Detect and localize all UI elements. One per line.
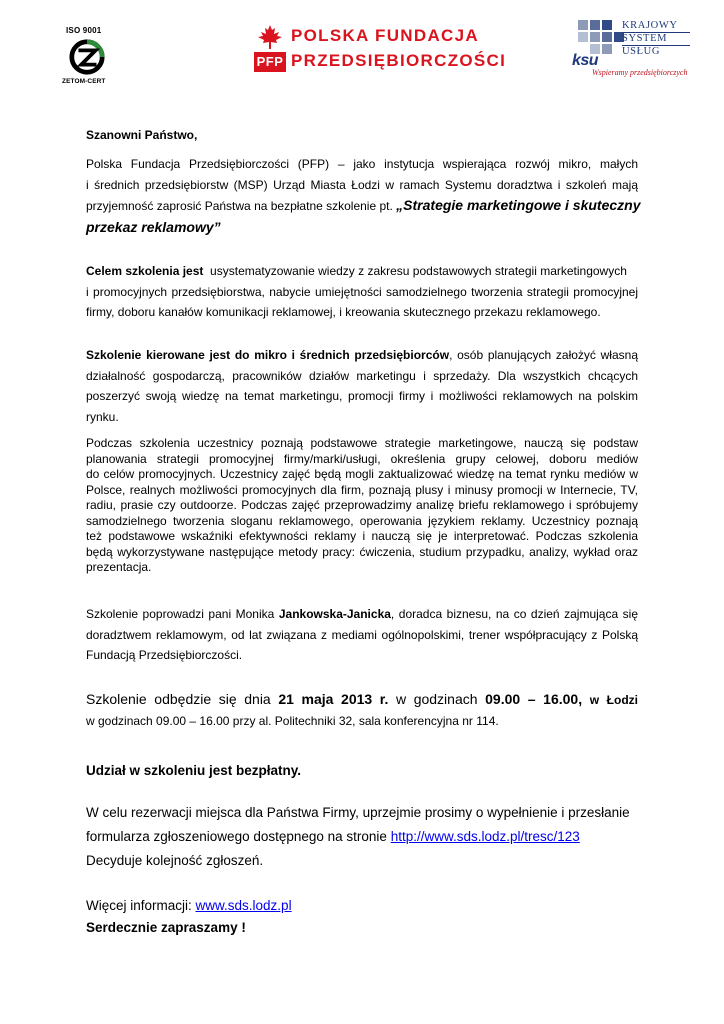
when-mid: w godzinach — [388, 691, 486, 707]
content-paragraph — [86, 436, 638, 576]
ksu-logo — [570, 18, 690, 80]
audience-line-1 — [86, 345, 638, 366]
greeting-text: Szanowni Państwo, — [86, 128, 198, 142]
content-line: prezentacja. — [86, 560, 152, 574]
iso-cert-label: ZETOM-CERT — [62, 78, 106, 85]
content-line: samodzielnego tworzenia sloganu reklamowego, operowania językiem reklamy. Uczestnicy poznają — [86, 513, 638, 528]
content-line: radiu, prasie czy outdoorze. Podczas zajęć przeprowadzimy analizę briefu reklamowego i spróbujemy — [86, 498, 638, 512]
reservation-line-3: Decyduje kolejność zgłoszeń. — [86, 853, 264, 868]
goal-line-1 — [86, 261, 638, 282]
trainer-line-1a: Szkolenie poprowadzi pani Monika — [86, 607, 279, 621]
intro-line-3-text: przyjemność zaprosić Państwa na bezpłatne szkolenie pt. — [86, 199, 397, 213]
trainer-paragraph — [86, 604, 638, 666]
greeting — [86, 125, 638, 146]
when-paragraph — [86, 689, 638, 731]
maple-leaf-icon — [257, 24, 283, 50]
content-line: Podczas szkolenia uczestnicy poznają podstawowe strategie marketingowe, nauczą się podstaw — [86, 436, 638, 450]
pfp-logo — [253, 24, 507, 76]
pfp-badge: PFP — [254, 52, 286, 72]
training-city: Łodzi — [606, 693, 638, 707]
trainer-line-2: doradztwem reklamowym, od lat związana z mediami ogólnopolskimi, trener współpracujący z Polską — [86, 627, 638, 642]
free-notice-text: Udział w szkoleniu jest bezpłatny. — [86, 763, 302, 778]
reservation-paragraph — [86, 801, 638, 873]
ksu-squares-icon — [578, 20, 624, 56]
intro-line-4 — [86, 217, 638, 239]
reservation-form-link[interactable]: http://www.sds.lodz.pl/tresc/123 — [390, 829, 580, 844]
when-line-2: w godzinach 09.00 – 16.00 przy al. Politechniki 32, sala konferencyjna nr 114. — [86, 713, 499, 728]
when-pre: Szkolenie odbędzie się dnia — [86, 691, 279, 707]
pfp-name-line1: POLSKA FUNDACJA — [291, 26, 479, 45]
goal-paragraph — [86, 261, 638, 323]
iso-9001-logo — [62, 22, 126, 88]
audience-line-3: poszerzyć swoją wiedzę na temat marketingu, promocji firmy i możliwości reklamowych na polskim — [86, 389, 638, 403]
reservation-line-1: W celu rezerwacji miejsca dla Państwa Firmy, uprzejmie prosimy o wypełnienie i przesłanie — [86, 805, 630, 820]
trainer-line-1 — [86, 604, 638, 625]
trainer-name: Jankowska-Janicka — [278, 607, 391, 621]
intro-line-3 — [86, 195, 641, 217]
goal-line-2: i promocyjnych przedsiębiorstwa, nabycie umiejętności samodzielnego tworzenia strategii promocyjnej — [86, 284, 638, 299]
goal-bold: Celem szkolenia jest — [86, 264, 204, 278]
closing-block — [86, 895, 638, 939]
content-line: do celów promocyjnych. Uczestnicy zajęć będą mogli zaktualizować wiedzę na temat rynku mediów w — [86, 467, 638, 481]
training-title-part2: przekaz reklamowy” — [86, 218, 221, 235]
audience-line-1-text: , osób planujących założyć własną — [449, 348, 638, 362]
reservation-line-2 — [86, 825, 638, 849]
content-line: Polsce, realnych możliwości promocyjnych dla firm, poznają plusy i minusy promocji w Internecie, TV, — [86, 482, 638, 497]
goal-line-1-text: usystematyzowanie wiedzy z zakresu podstawowych strategii marketingowych — [203, 264, 627, 278]
audience-line-2: działalność gospodarczą, pracowników działów marketingu i sprzedaży. Dla wszystkich chcących — [86, 368, 638, 383]
website-link[interactable]: www.sds.lodz.pl — [195, 898, 292, 913]
closing-text: Serdecznie zapraszamy ! — [86, 920, 246, 935]
ksu-name-line3: USŁUG — [622, 46, 661, 57]
ksu-name-line1: KRAJOWY — [622, 20, 690, 33]
reservation-line-2-text: formularza zgłoszeniowego dostępnego na stronie — [86, 829, 391, 844]
zetom-cert-icon — [68, 38, 106, 76]
audience-paragraph — [86, 345, 638, 427]
when-w: w — [589, 693, 600, 707]
training-title-part1: „Strategie marketingowe i skuteczny — [396, 197, 641, 213]
audience-bold: Szkolenie kierowane jest do mikro i średnich przedsiębiorców — [86, 348, 450, 362]
goal-line-3: firmy, doboru kanałów komunikacji reklamowej, i kreowania skutecznego przekazu reklamowego. — [86, 305, 601, 319]
ksu-wordmark: ksu — [572, 52, 599, 69]
trainer-line-3: Fundacją Przedsiębiorczości. — [86, 648, 243, 662]
free-notice — [86, 761, 638, 782]
trainer-line-1b: , doradca biznesu, na co dzień zajmująca się — [390, 607, 638, 621]
intro-line-2: i średnich przedsiębiorstw (MSP) Urząd Miasta Łodzi w ramach Systemu doradztwa i szkoleń mają — [86, 177, 638, 192]
content-line: będą wykorzystywane następujące metody pracy: ćwiczenia, studium przypadku, analizy, wykład oraz — [86, 544, 638, 559]
ksu-slogan: Wspieramy przedsiębiorczych — [592, 68, 688, 77]
training-hours: 09.00 – 16.00, — [485, 691, 590, 707]
more-info-line — [86, 895, 638, 917]
when-line-1 — [86, 689, 638, 711]
more-info-label: Więcej informacji: — [86, 898, 196, 913]
pfp-name-line2: PRZEDSIĘBIORCZOŚCI — [291, 51, 507, 70]
intro-line-1: Polska Fundacja Przedsiębiorczości (PFP) – jako instytucja wspierająca rozwój mikro, małych — [86, 157, 638, 171]
ksu-name-line2: SYSTEM — [622, 33, 690, 46]
audience-line-4: rynku. — [86, 409, 119, 424]
ksu-name — [622, 20, 690, 58]
iso-title: ISO 9001 — [66, 26, 102, 35]
content-line: planowania strategii promocyjnej firmy/marki/usługi, określenia grupy celowej, doboru mediów — [86, 451, 638, 466]
content-line: też podstawowe wskaźniki efektywności reklamy i nauczą się je interpretować. Podczas szkolenia — [86, 529, 638, 543]
training-date: 21 maja 2013 r. — [278, 691, 389, 707]
intro-paragraph — [86, 154, 641, 238]
